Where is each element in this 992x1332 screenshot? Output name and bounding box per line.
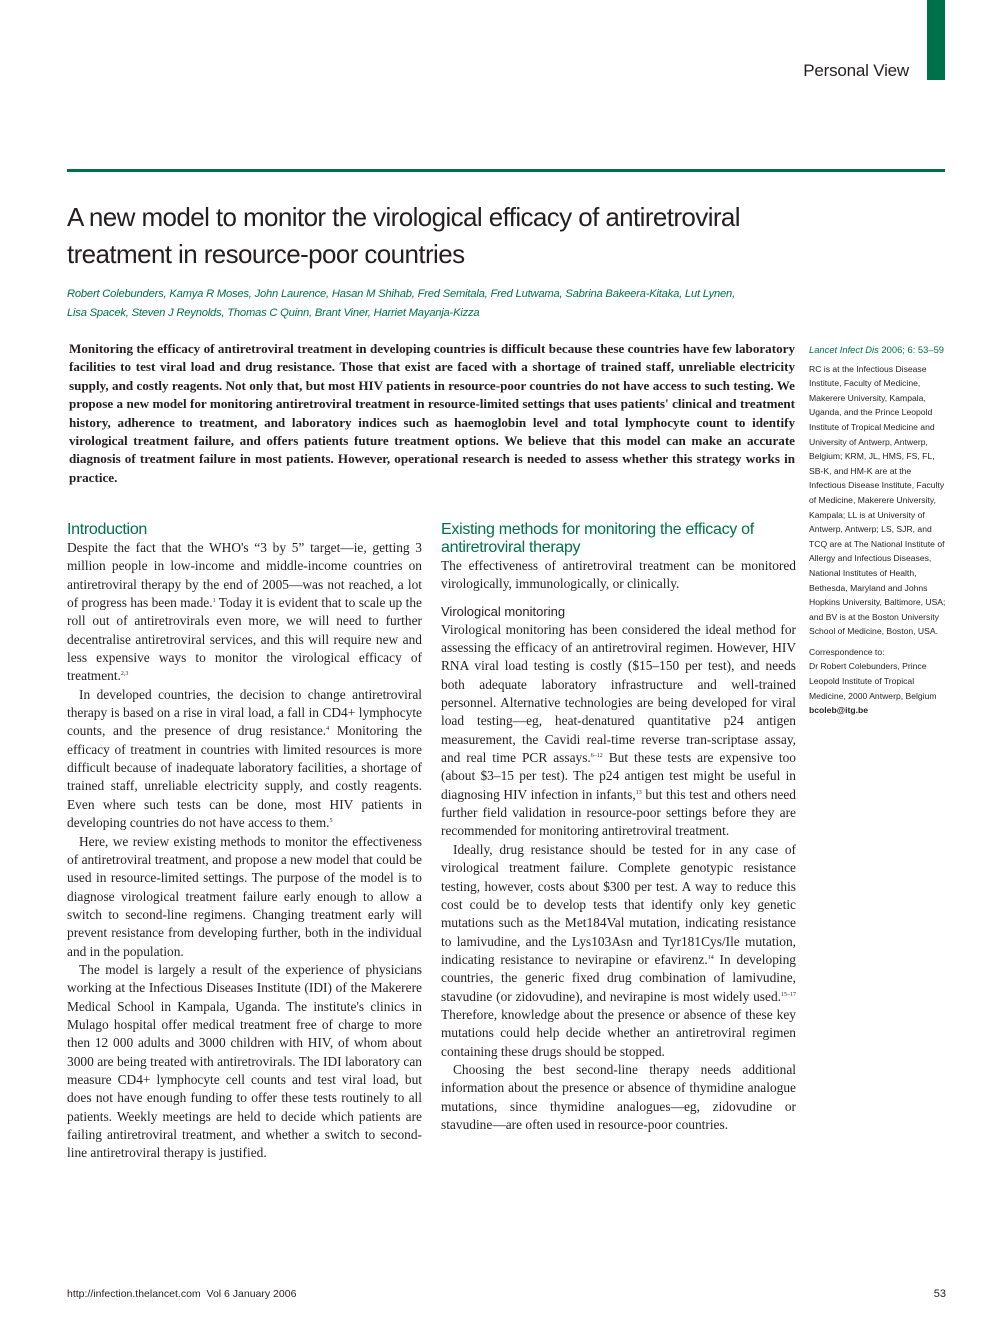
virological-monitoring-subheading: Virological monitoring — [441, 603, 566, 619]
column-middle — [441, 521, 796, 1134]
page-number: 53 — [933, 1288, 946, 1300]
author-list — [67, 285, 787, 323]
article-title: A new model to monitor the virological efficacy of antiretroviral treatment in resource-poor countries — [67, 202, 740, 269]
reference-marker[interactable]: 15–17 — [781, 991, 796, 998]
existing-paragraph-3: Ideally, drug resistance should be tested for in any case of virological treatment failure. Complete genotypic resistance testing, however, costs about $300 per test. A way to reduce this cost could be to develop tests that identify only key genetic mutations such as the Met184Val mutation, indicating resistance to lamivudine, and the Lys103Asn and Tyr181Cys/Ile mutation, indicating resistance to nevirapine or efavirenz.$^{14}$ In developing countries, the generic fixed drug combination of lamivudine, stavudine (or zidovudine), and nevirapine is most widely used.$^{15-17}$ Therefore, knowledge about the presence or absence of these key mutations could help decide whether an antiretroviral regimen containing these drugs should be stopped. — [441, 841, 797, 1059]
journal-url[interactable]: http://infection.thelancet.com — [67, 1288, 201, 1300]
correspondence-label: Correspondence to: — [809, 646, 885, 657]
reference-marker[interactable]: 1 — [212, 598, 216, 605]
correspondence-email[interactable]: bcoleb@itg.be — [809, 705, 868, 716]
existing-paragraph-4: Choosing the best second-line therapy needs additional information about the presence or absence of thymidine analogue mutations, since thymidine analogues—eg, zidovudine or stavudine—are often used in resource-poor countries. — [441, 1061, 796, 1132]
abstract: Monitoring the efficacy of antiretroviral treatment in developing countries is difficult because these countries have few laboratory facilities to test viral load and drug resistance. Those that exist are faced with a shortage of trained staff, unreliable electricity supply, and costly reagents. Not only that, but most HIV patients in resource-poor countries do not have access to such testing. We propose a new model for monitoring antiretroviral treatment in resource-limited settings that uses patients' clinical and treatment history, adherence to treatment, and laboratory indices such as haemoglobin level and total lymphocyte count to identify virological treatment failure, and offers patients future treatment options. We believe that this model can make an accurate diagnosis of treatment failure in most patients. However, operational research is needed to assess whether this strategy works in practice. — [69, 341, 795, 485]
page-footer — [67, 1288, 296, 1300]
reference-marker[interactable]: 2,3 — [120, 671, 129, 678]
reference-marker[interactable]: 5 — [329, 818, 333, 825]
reference-marker[interactable]: 13 — [635, 789, 642, 796]
issue-info: Vol 6 January 2006 — [206, 1288, 297, 1300]
author-affiliations: RC is at the Infectious Disease Institute, Faculty of Medicine, Makerere University, Kampala, Uganda, and the Prince Leopold Institute of Tropical Medicine and University of Antwerp, Antwerp, Belgium; KRM, JL, HMS, FS, FL, SB-K, and HM-K are at the Infectious Disease Institute, Faculty of Medicine, Makerere University, Kampala; LL is at University of Antwerp, Antwerp; LS, SJR, and TCQ are at The National Institute of Allergy and Infectious Diseases, National Institutes of Health, Bethesda, Maryland and Johns Hopkins University, Baltimore, USA; and BV is at the Boston University School of Medicine, Boston, USA. — [809, 363, 946, 637]
correspondence-address: Dr Robert Colebunders, Prince Leopold Institute of Tropical Medicine, 2000 Antwerp, Belgium — [809, 661, 937, 701]
intro-paragraph-1: Despite the fact that the WHO's “3 by 5” target—ie, getting 3 million people in low-income and middle-income countries on antiretroviral therapy by the end of 2005—was not reached, a lot of progress has been made.$^1$ Today it is evident that to scale up the roll out of antiretrovirals even more, we will need to further decentralise antiretroviral services, and this will require new and less expensive ways to monitor the virological efficacy of treatment.$^{2,3}$ — [67, 540, 423, 684]
reference-marker[interactable]: 14 — [707, 954, 714, 961]
sidebar — [809, 343, 949, 718]
existing-paragraph-2: Virological monitoring has been considered the ideal method for assessing the efficacy of an antiretroviral regimen. However, HIV RNA viral load testing is costly ($15–150 per test), and needs both adequate laboratory infrastructure and well-trained personnel. Alternative technologies are being developed for viral load testing—eg, heat-denatured quantitative p24 antigen measurement, the Cavidi real-time reverse tran-scriptase assay, and real time PCR assays.$^{6-12}$ But these tests are expensive too (about $3–15 per test). The p24 antigen test might be useful in diagnosing HIV infection in infants,$^{13}$ but this test and others need further field validation in resource-poor settings before they are recommended for monitoring antiretroviral treatment. — [441, 621, 796, 839]
authors-line-1: Robert Colebunders, Kamya R Moses, John Laurence, Hasan M Shihab, Fred Semitala, Fred Lutwama, Sabrina Bakeera-Kitaka, Lut Lynen, — [67, 288, 735, 300]
reference-marker[interactable]: 4 — [326, 726, 330, 733]
authors-line-2: Lisa Spacek, Steven J Reynolds, Thomas C Quinn, Brant Viner, Harriet Mayanja-Kizza — [67, 307, 480, 319]
intro-paragraph-4: The model is largely a result of the experience of physicians working at the Infectious Diseases Institute (IDI) of the Makerere Medical School in Kampala, Uganda. The institute's clinics in Mulago hospital offer medical treatment free of charge to more then 12 000 adults and 3000 children with HIV, of whom about 3000 are being treated with antiretrovirals. The IDI laboratory can measure CD4+ lymphocyte cell counts and test viral load, but does not have enough funding to offer these tests routinely to all patients. Weekly meetings are held to decide which patients are failing antiretroviral treatment, and whether a switch to second-line antiretroviral therapy is justified. — [67, 961, 422, 1161]
existing-paragraph-1: The effectiveness of antiretroviral treatment can be monitored virologically, immunologically, or clinically. — [441, 558, 796, 592]
column-left — [67, 521, 422, 1163]
section-color-tab — [927, 0, 945, 80]
header-rule — [67, 169, 945, 172]
section-label: Personal View — [803, 61, 909, 80]
existing-methods-heading: Existing methods for monitoring the efficacy of antiretroviral therapy — [441, 521, 754, 556]
intro-paragraph-3: Here, we review existing methods to monitor the effectiveness of antiretroviral treatment, and propose a new model that could be used in resource-limited settings. The purpose of the model is to diagnose virological treatment failure early enough to allow a switch to second-line regimens. Changing treatment early will prevent resistance from developing further, both in the individual and in the population. — [67, 833, 422, 959]
introduction-heading: Introduction — [67, 521, 148, 538]
reference-marker[interactable]: 6–12 — [590, 753, 603, 760]
journal-citation: Lancet Infect Dis 2006; 6: 53–59 — [809, 344, 944, 355]
intro-paragraph-2: In developed countries, the decision to change antiretroviral therapy is based on a rise in viral load, a fall in CD4+ lymphocyte counts, and the presence of drug resistance.$^4$ Monitoring the efficacy of treatment in countries with limited resources is more difficult because of inadequate laboratory facilities, a shortage of trained staff, unreliable electricity supply, and costly reagents. Even where such tests can be done, most HIV patients in developing countries do not have access to them.$^5$ — [67, 686, 422, 831]
